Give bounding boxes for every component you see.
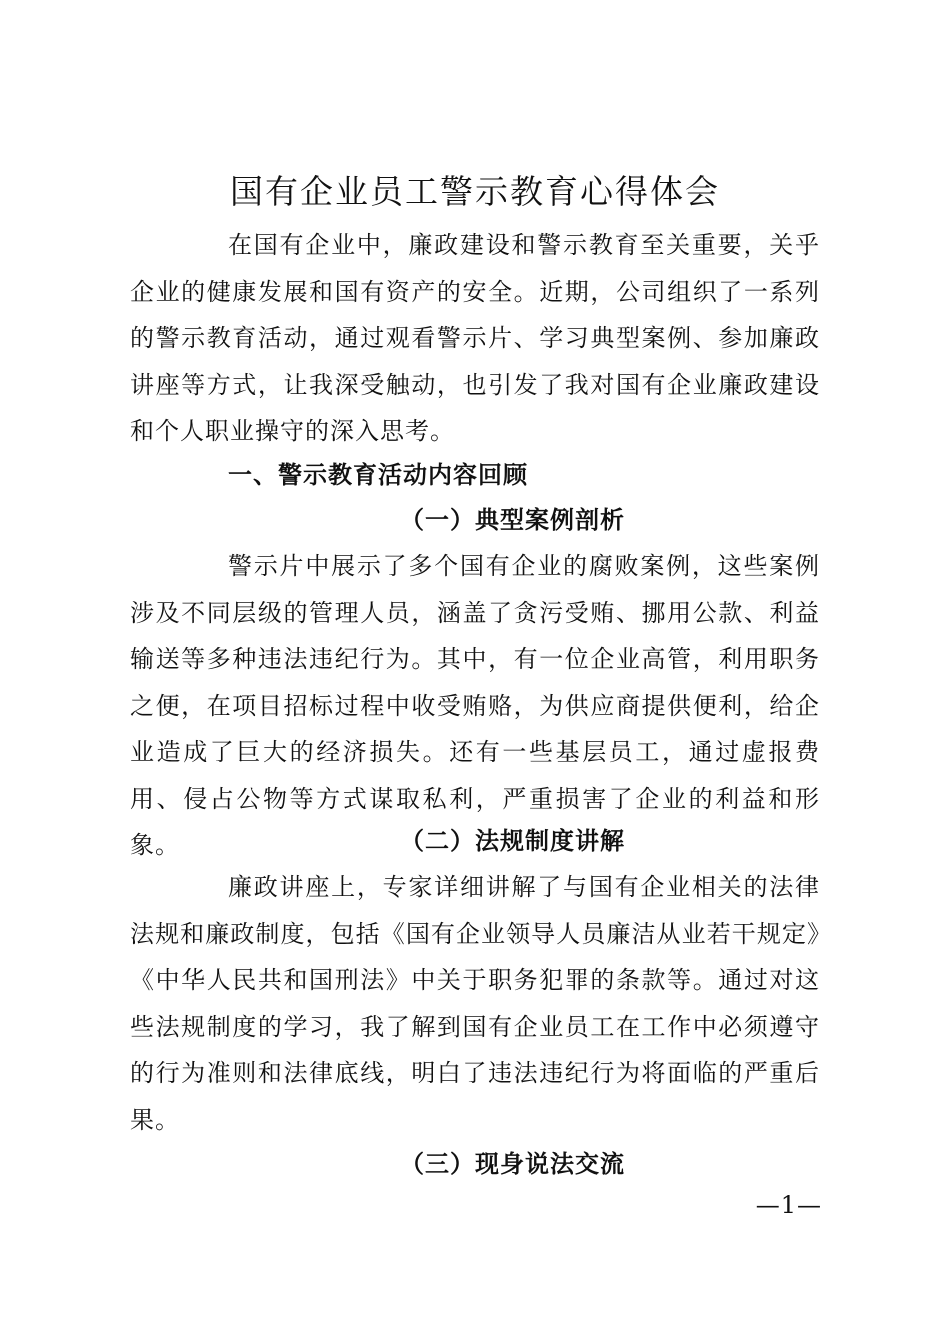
- subsection-heading-1: （一）典型案例剖析: [400, 505, 625, 534]
- intro-paragraph: 在国有企业中，廉政建设和警示教育至关重要，关乎企业的健康发展和国有资产的安全。近期，公司组织了一系列的警示教育活动，通过观看警示片、学习典型案例、参加廉政讲座等方式，让我深受触动，也引发了我对国有企业廉政建设和个人职业操守的深入思考。: [130, 231, 820, 445]
- subsection-heading-3: （三）现身说法交流: [400, 1149, 625, 1178]
- subsection-2-paragraph: 廉政讲座上，专家详细讲解了与国有企业相关的法律法规和廉政制度，包括《国有企业领导人员廉洁从业若干规定》《中华人民共和国刑法》中关于职务犯罪的条款等。通过对这些法规制度的学习，我了解到国有企业员工在工作中必须遵守的行为准则和法律底线，明白了违法违纪行为将面临的严重后果。: [130, 873, 820, 1134]
- document-title: 国有企业员工警示教育心得体会: [230, 172, 720, 211]
- subsection-heading-2: （二）法规制度讲解: [400, 826, 625, 855]
- page-number: —1—: [755, 1191, 822, 1219]
- section-heading-1: 一、警示教育活动内容回顾: [228, 461, 528, 489]
- subsection-1-paragraph: 警示片中展示了多个国有企业的腐败案例，这些案例涉及不同层级的管理人员，涵盖了贪污受贿、挪用公款、利益输送等多种违法违纪行为。其中，有一位企业高管，利用职务之便，在项目招标过程中收受贿赂，为供应商提供便利，给企业造成了巨大的经济损失。还有一些基层员工，通过虚报费用、侵占公物等方式谋取私利，严重损害了企业的利益和形象。: [130, 552, 820, 859]
